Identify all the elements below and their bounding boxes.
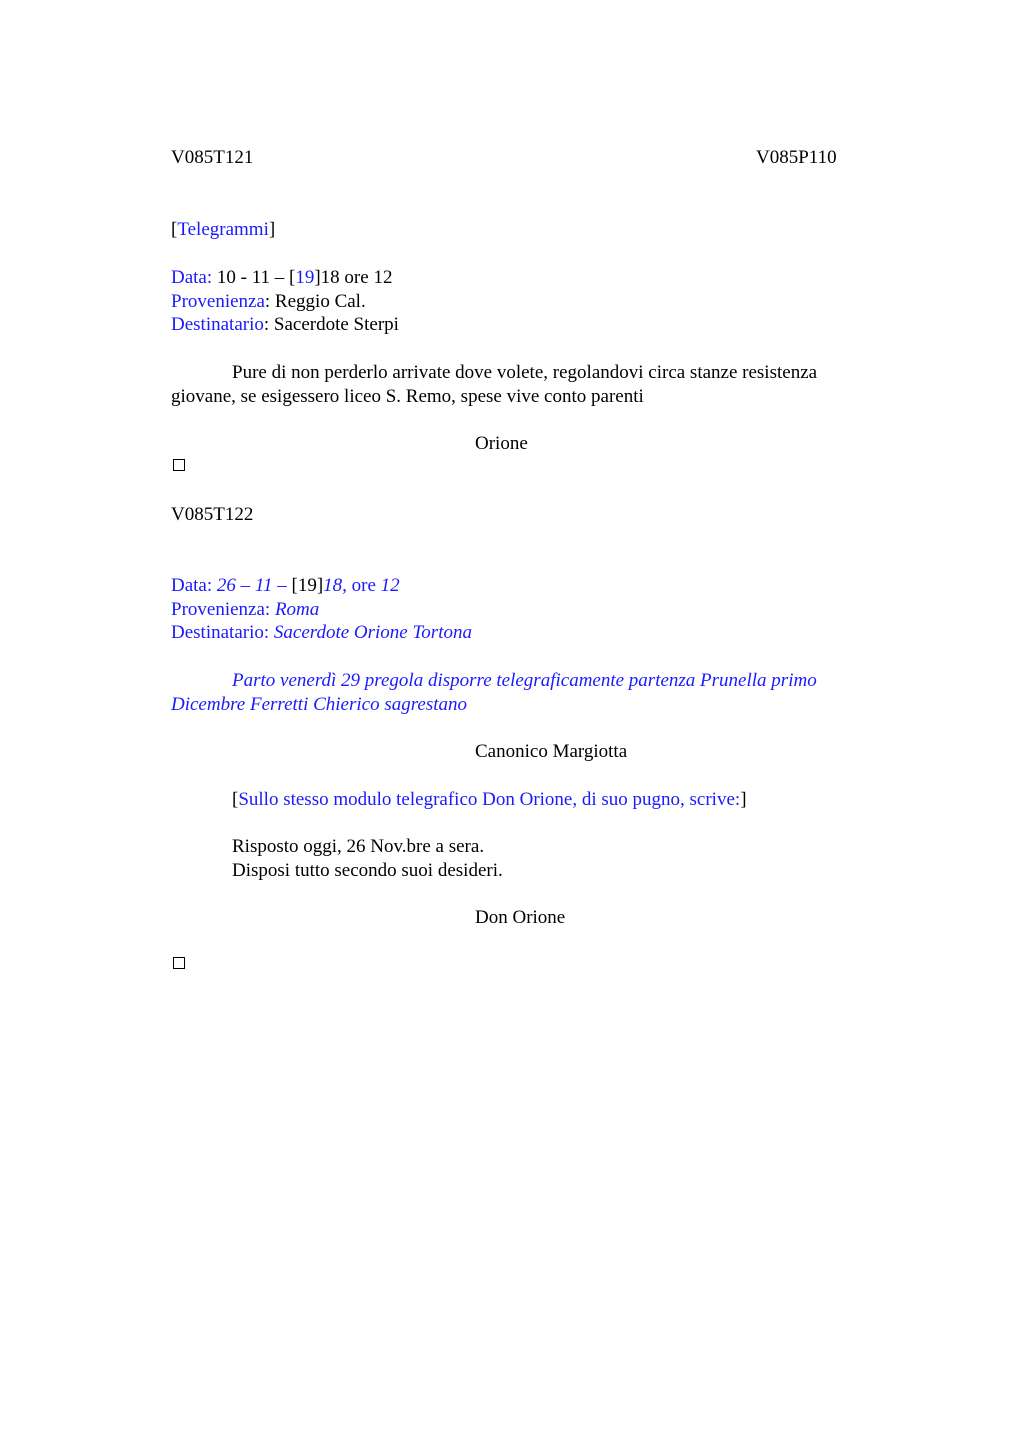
date-part: 18, — [323, 575, 352, 596]
bracket-open: [ — [171, 219, 178, 240]
recipient-value: : Sacerdote Sterpi — [263, 314, 399, 335]
end-box-icon — [173, 957, 185, 969]
date-part: 26 – 11 – — [216, 575, 292, 596]
origin-label: Provenienza — [171, 291, 265, 312]
reply-line: Risposto oggi, 26 Nov.bre a sera. — [232, 836, 485, 857]
date-part: 10 - 11 – [ — [212, 267, 296, 288]
date-part: 12 — [380, 575, 400, 596]
recipient-value: Sacerdote Orione Tortona — [273, 622, 472, 643]
end-box-icon — [173, 459, 185, 471]
telegram2-signature: Canonico Margiotta — [475, 741, 628, 762]
body-line: Dicembre Ferretti Chierico sagrestano — [171, 694, 468, 715]
section-title-text: Telegrammi — [177, 219, 269, 240]
telegram1-body — [171, 361, 871, 409]
telegram1-signature: Orione — [475, 433, 528, 454]
recipient-label: Destinatario: — [171, 622, 274, 643]
bracket-close: ] — [740, 789, 747, 810]
document-code-left: V085T121 — [171, 147, 254, 168]
body-line: giovane, se esigessero liceo S. Remo, spese vive conto parenti — [171, 386, 644, 407]
telegram1-origin — [171, 290, 366, 314]
recipient-label: Destinatario — [171, 314, 264, 335]
bracket-open: [ — [232, 789, 239, 810]
editorial-note — [232, 788, 747, 812]
telegram2-recipient — [171, 621, 472, 645]
date-part: 19 — [295, 267, 315, 288]
date-part: [19] — [291, 575, 324, 596]
origin-label: Provenienza: — [171, 599, 275, 620]
origin-value: : Reggio Cal. — [264, 291, 366, 312]
telegram1-date — [171, 266, 392, 290]
date-part: ]18 ore 12 — [314, 267, 393, 288]
reply-signature: Don Orione — [475, 907, 566, 928]
telegram2-body — [171, 669, 871, 717]
note-text: Sullo stesso modulo telegrafico Don Orione, di suo pugno, scrive: — [238, 789, 741, 810]
origin-value: Roma — [274, 599, 320, 620]
telegram2-code: V085T122 — [171, 504, 254, 525]
bracket-close: ] — [268, 219, 276, 240]
body-line: Parto venerdì 29 pregola disporre telegraficamente partenza Prunella primo — [232, 670, 817, 691]
page-code-right: V085P110 — [756, 147, 837, 168]
telegram2-date — [171, 574, 400, 598]
telegram2-origin — [171, 598, 319, 622]
date-label: Data: — [171, 267, 213, 288]
reply-line: Disposi tutto secondo suoi desideri. — [232, 860, 503, 881]
body-line: Pure di non perderlo arrivate dove volete, regolandovi circa stanze resistenza — [232, 362, 818, 383]
section-title — [171, 218, 275, 242]
date-part: ore — [351, 575, 381, 596]
telegram1-recipient — [171, 313, 399, 337]
date-label: Data: — [171, 575, 217, 596]
